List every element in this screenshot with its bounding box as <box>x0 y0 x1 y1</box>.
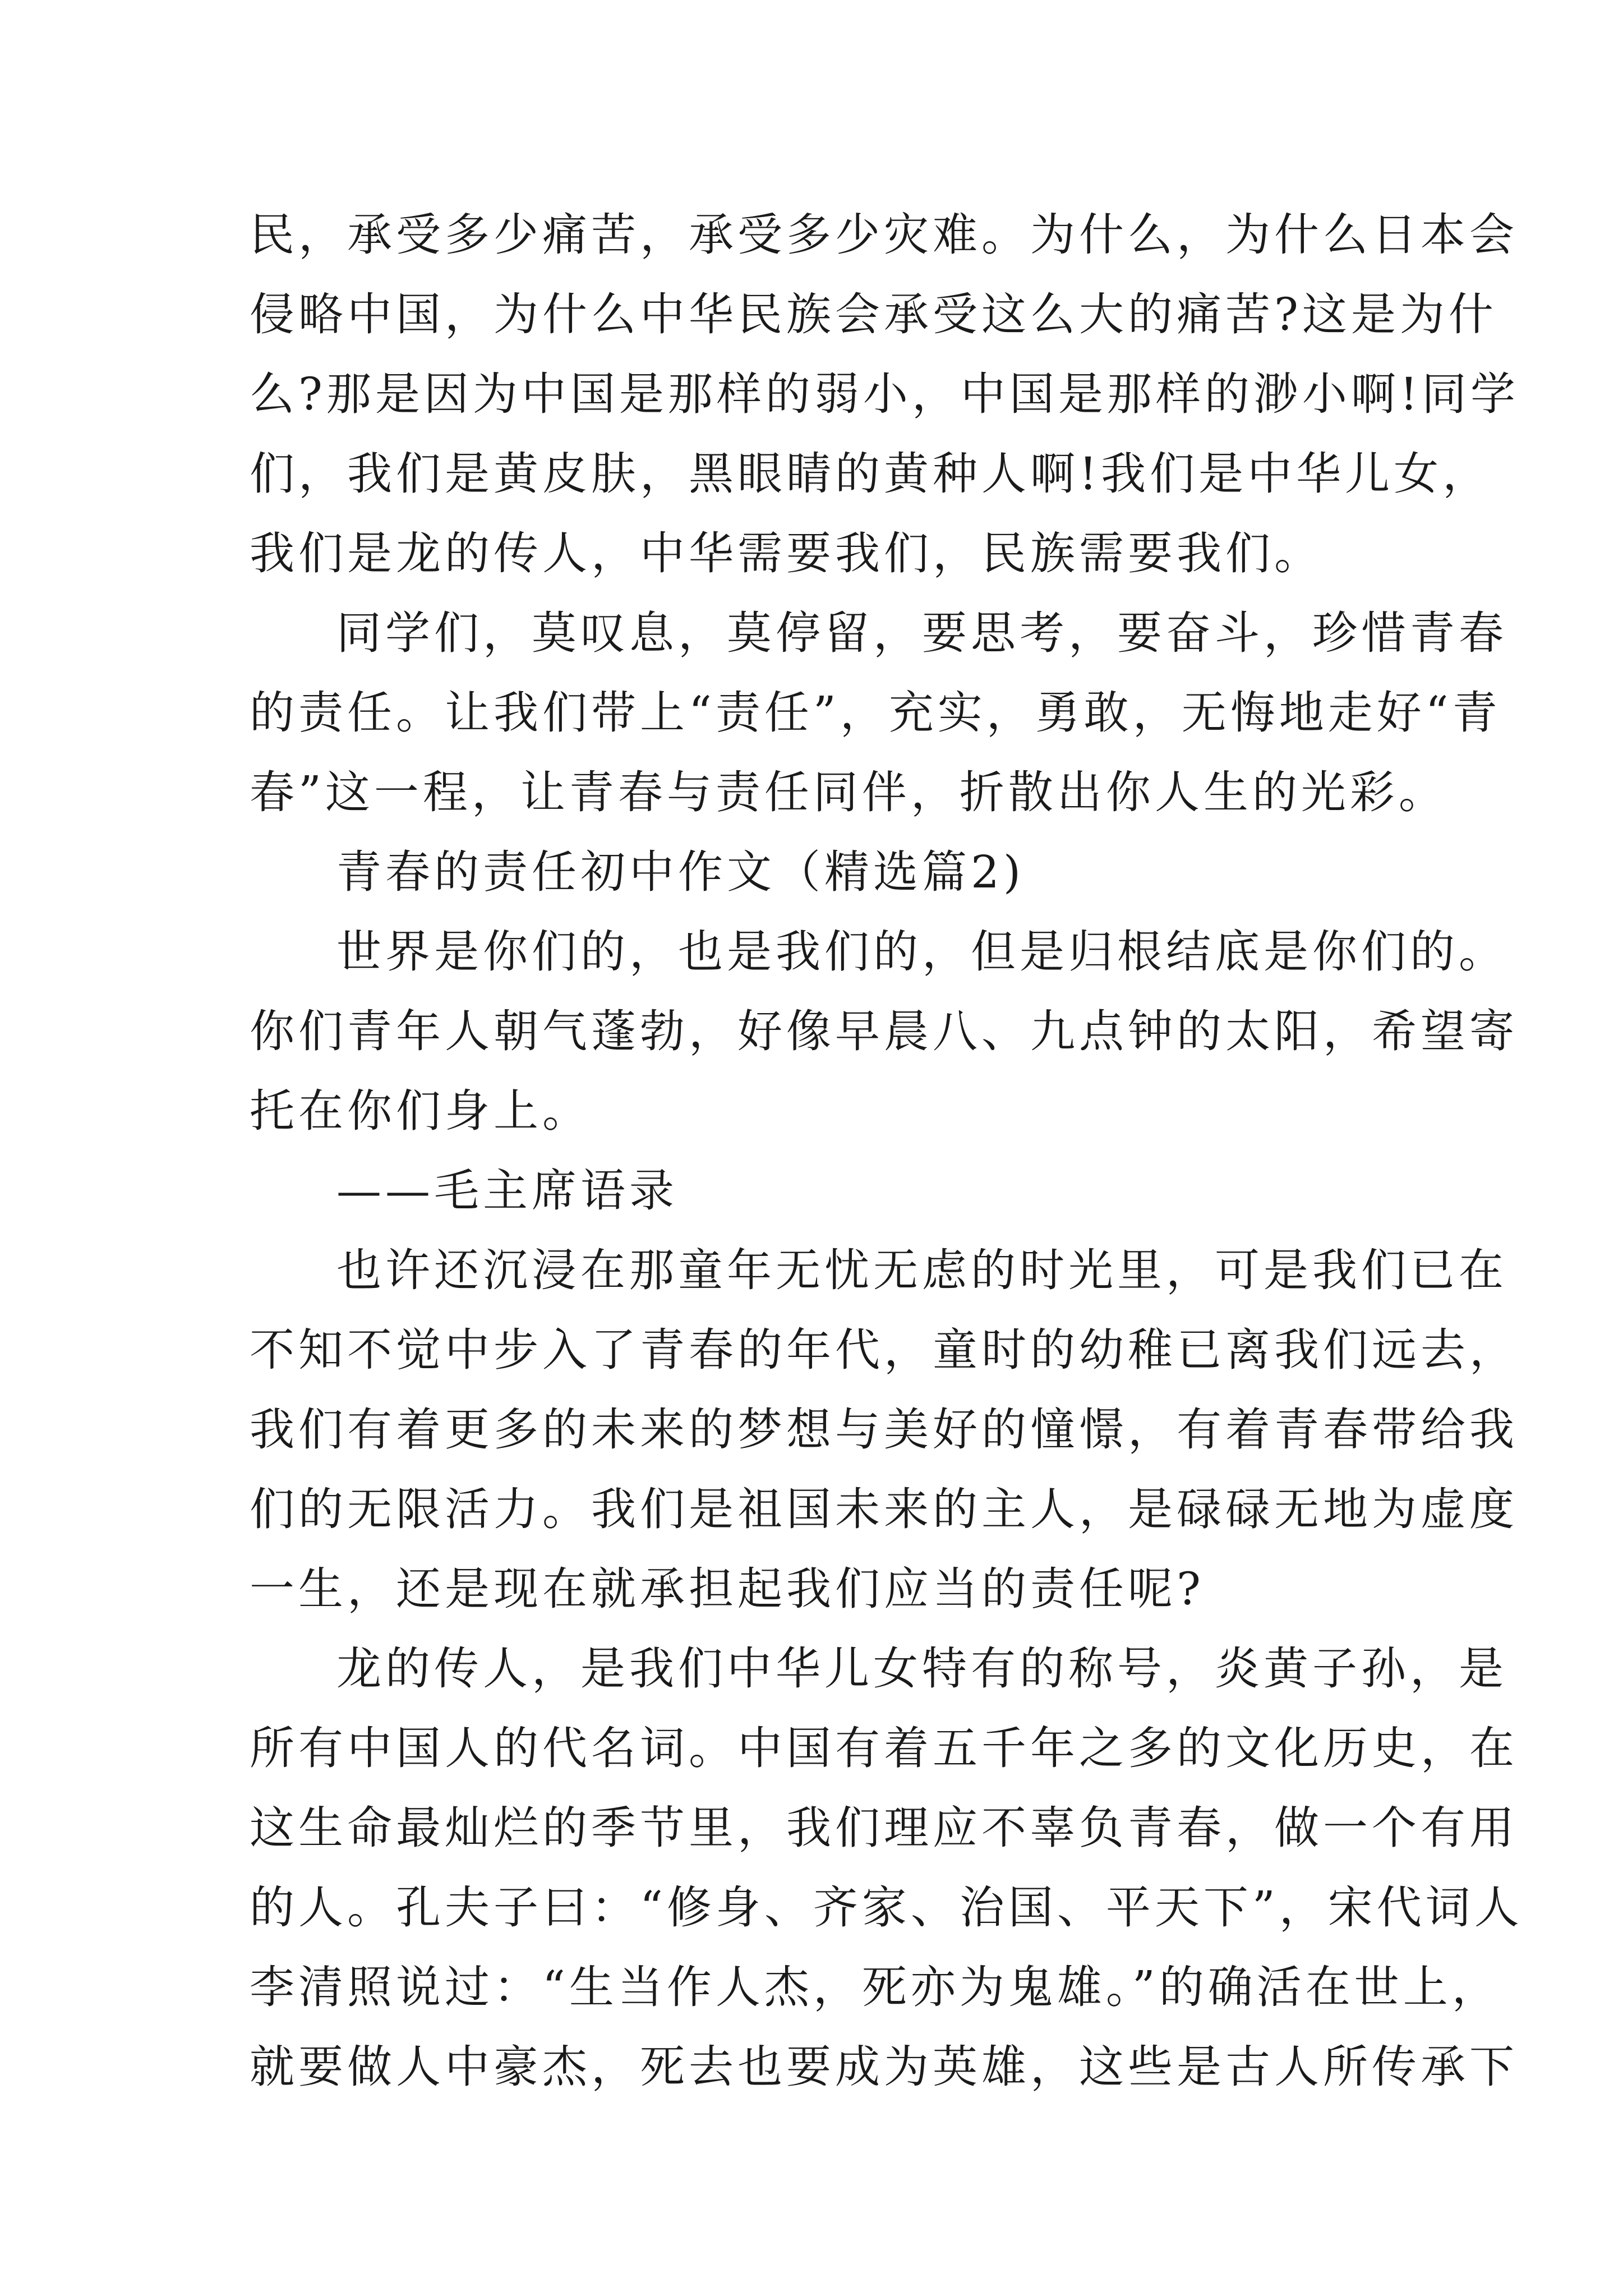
text-line: 这生命最灿烂的季节里，我们理应不辜负青春，做一个有用 <box>250 1802 1518 1854</box>
text-line: 的人。孔夫子曰：“修身、齐家、治国、平天下”，宋代词人 <box>250 1881 1523 1934</box>
quote-attribution: ——毛主席语录 <box>336 1165 678 1217</box>
text-line: 你们青年人朝气蓬勃，好像早晨八、九点钟的太阳，希望寄 <box>250 1005 1518 1057</box>
text-line: 我们有着更多的未来的梦想与美好的憧憬，有着青春带给我 <box>250 1404 1518 1456</box>
text-line: 世界是你们的，也是我们的，但是归根结底是你们的。 <box>336 926 1507 978</box>
text-line: 也许还沉浸在那童年无忧无虑的时光里，可是我们已在 <box>336 1244 1507 1296</box>
text-line: 不知不觉中步入了青春的年代，童时的幼稚已离我们远去， <box>250 1324 1518 1376</box>
text-line: 侵略中国，为什么中华民族会承受这么大的痛苦?这是为什 <box>250 288 1497 341</box>
text-line: 民，承受多少痛苦，承受多少灾难。为什么，为什么日本会 <box>250 209 1518 261</box>
text-line: 春”这一程，让青春与责任同伴，折散出你人生的光彩。 <box>250 766 1447 818</box>
text-line: 同学们，莫叹息，莫停留，要思考，要奋斗，珍惜青春 <box>336 607 1507 659</box>
text-line: 我们是龙的传人，中华需要我们，民族需要我们。 <box>250 527 1323 579</box>
text-line: 所有中国人的代名词。中国有着五千年之多的文化历史，在 <box>250 1722 1518 1774</box>
text-line: 托在你们身上。 <box>250 1085 591 1137</box>
section-heading: 青春的责任初中作文（精选篇2) <box>336 846 1025 898</box>
text-line: 李清照说过：“生当作人杰，死亦为鬼雄。”的确活在世上， <box>250 1961 1501 2013</box>
text-line: 龙的传人，是我们中华儿女特有的称号，炎黄子孙，是 <box>336 1642 1507 1695</box>
text-line: 们的无限活力。我们是祖国未来的主人，是碌碌无地为虚度 <box>250 1483 1518 1535</box>
text-line: 的责任。让我们带上“责任”，充实，勇敢，无悔地走好“青 <box>250 687 1501 739</box>
text-line: 们，我们是黄皮肤，黑眼睛的黄种人啊!我们是中华儿女， <box>250 448 1492 500</box>
text-line: 么?那是因为中国是那样的弱小，中国是那样的渺小啊!同学 <box>250 368 1520 420</box>
text-line: 一生，还是现在就承担起我们应当的责任呢? <box>250 1563 1205 1615</box>
text-line: 就要做人中豪杰，死去也要成为英雄，这些是古人所传承下 <box>250 2041 1518 2093</box>
